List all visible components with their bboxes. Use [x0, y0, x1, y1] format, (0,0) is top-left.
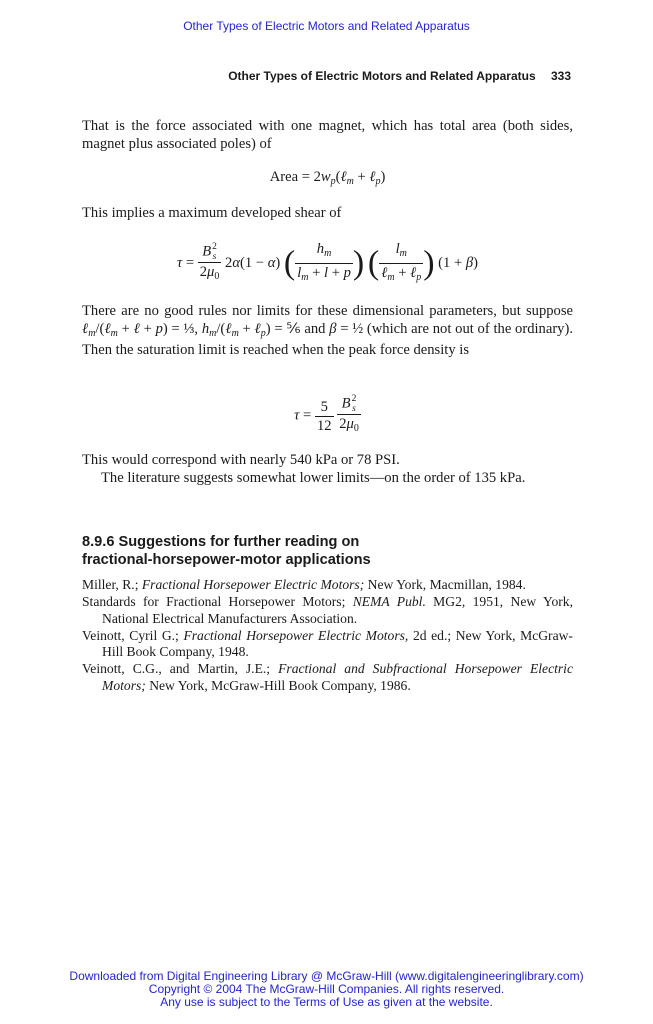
section-heading-line1: 8.9.6 Suggestions for further reading on — [82, 534, 360, 550]
equation-area: Area = $2w_p(\ell_m$ + ℓ$_p$) — [269, 169, 386, 187]
footer-copyright: Copyright © 2004 The McGraw-Hill Companies. All rights reserved. — [148, 982, 505, 996]
area-word: Area — [269, 169, 299, 185]
reference-publisher: MG2, 1951, New York, National Electrical Manufacturers Association. — [102, 594, 573, 626]
para3-text-a: There are no good rules nor limits for these dimensional parameters, but suppose — [82, 303, 573, 319]
reference-title: Fractional Horsepower Electric Motors, — [183, 627, 409, 643]
footer-terms-link[interactable]: Any use is subject to the Terms of Use as given at the website. — [160, 995, 493, 1009]
reference-title: Fractional and Subfractional Horsepower Electric Motors; — [102, 661, 573, 693]
reference-title: NEMA Publ. — [352, 594, 426, 609]
reference-publisher: New York, McGraw-Hill Book Company, 1986. — [145, 677, 411, 693]
paragraph-540kpa: This would correspond with nearly 540 kPa or 78 PSI. — [82, 452, 400, 468]
reference-publisher: New York, Macmillan, 1984. — [364, 577, 526, 592]
reference-title: Fractional Horsepower Electric Motors; — [141, 577, 365, 592]
reference-item — [82, 661, 573, 694]
para3-text-c: (which are not out of the ordinary). Then the saturation limit is reached when the peak force density is — [82, 320, 573, 359]
section-heading — [82, 533, 582, 569]
reference-authors: Miller, R.; — [82, 577, 142, 592]
equation-peak-force-density: τ = $\frac{5}{12}$ B 2 s $2\mu_0$ — [294, 394, 359, 434]
equation-shear: τ = B 2 s $2\mu_0$ 2α(1 − α) ( $\frac{h_m}{l_m + l + p}$ ) ( $\frac{l_m}{\ell_m + \ell_p}$ ) (1 + β) — [176, 241, 479, 283]
reference-authors: Standards for Fractional Horsepower Motors; — [82, 594, 353, 609]
top-blue-header: Other Types of Electric Motors and Related Apparatus — [183, 19, 470, 33]
footer-download-link[interactable]: Downloaded from Digital Engineering Library @ McGraw-Hill (www.digitalengineeringlibrary.com) — [69, 969, 584, 983]
reference-list — [82, 577, 573, 695]
running-head-title: Other Types of Electric Motors and Related Apparatus — [228, 69, 536, 83]
section-heading-line2: fractional-horsepower-motor applications — [82, 552, 371, 568]
paragraph-force-magnet: That is the force associated with one magnet, which has total area (both sides, magnet plus associated poles) of — [82, 118, 573, 152]
reference-item — [82, 628, 573, 661]
reference-item — [82, 594, 573, 627]
reference-publisher: 2d ed.; New York, McGraw-Hill Book Company, 1948. — [102, 627, 573, 659]
reference-authors: Veinott, Cyril G.; — [82, 627, 184, 643]
paragraph-dimensional-params: There are no good rules nor limits for these dimensional parameters, but suppose ℓ$_m$/(ℓ$_m$ + ℓ + p) = ⅓, $h_m/(\ell_m$ + ℓ$_p$) = ⅚ and β = ½ (which are not out of the ordinary). Then the saturation limit is reached when the peak force density is — [82, 303, 573, 359]
reference-authors: Veinott, C.G., and Martin, J.E.; — [82, 661, 279, 676]
paragraph-max-shear: This implies a maximum developed shear of — [82, 205, 342, 221]
page-number: 333 — [550, 69, 571, 83]
paragraph-literature: The literature suggests somewhat lower limits—on the order of 135 kPa. — [101, 470, 526, 486]
reference-item — [82, 577, 573, 594]
para3-text-b: and — [304, 320, 326, 337]
running-head — [228, 69, 571, 83]
